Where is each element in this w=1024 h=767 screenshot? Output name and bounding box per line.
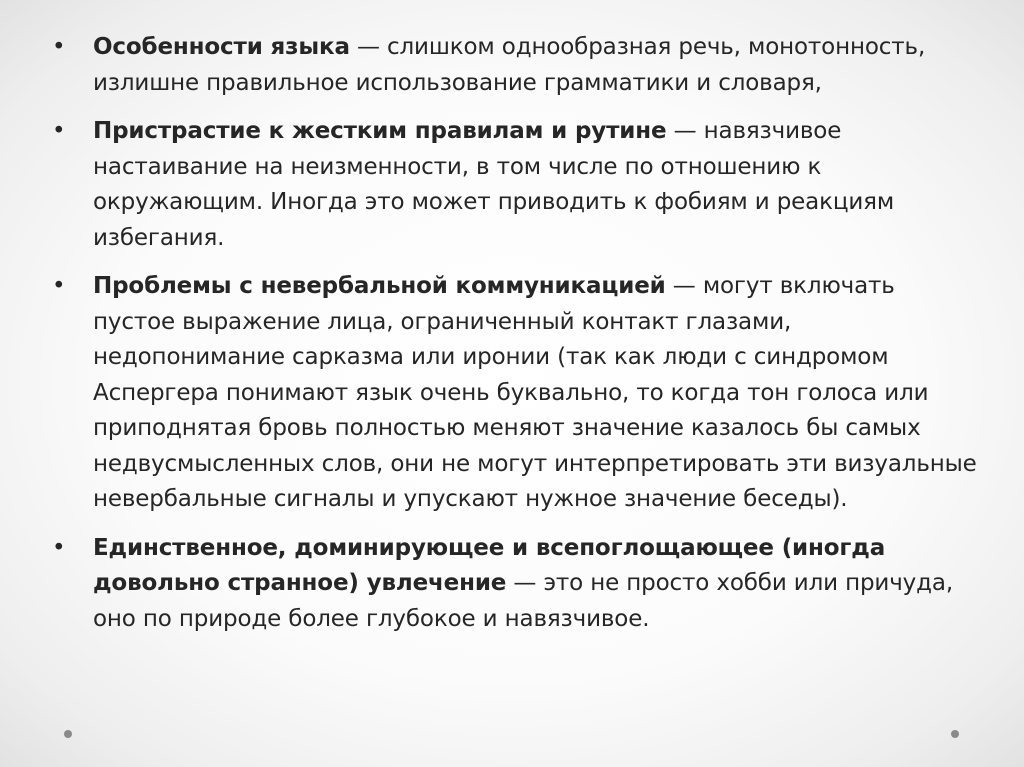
bullet-text: — слишком однообразная речь, монотонность, излишне правильное использование грамматики и словаря, <box>93 34 926 96</box>
bullet-dot-icon: • <box>52 118 66 144</box>
decorative-dot-icon <box>951 730 959 738</box>
bullet-item-nonverbal <box>52 269 982 518</box>
slide-content <box>52 30 982 650</box>
bullet-dot-icon: • <box>52 273 66 299</box>
bullet-item-language <box>52 30 982 101</box>
bullet-item-interest <box>52 531 982 638</box>
bullet-text: — это не просто хобби или причуда, оно по природе более глубокое и навязчивое. <box>93 570 953 632</box>
bullet-term: Единственное, доминирующее и всепоглощающее (иногда довольно странное) увлечение <box>93 534 886 596</box>
bullet-list <box>52 30 982 637</box>
bullet-dot-icon: • <box>52 34 66 60</box>
bullet-item-routine <box>52 114 982 256</box>
bullet-dot-icon: • <box>52 534 66 561</box>
bullet-text: — навязчивое настаивание на неизменности, в том числе по отношению к окружающим. Иногда это может приводить к фобиям и реакциям избегания. <box>93 118 895 251</box>
bullet-term: Проблемы с невербальной коммуникацией <box>93 273 666 299</box>
bullet-term: Пристрастие к жестким правилам и рутине <box>93 118 667 144</box>
decorative-dot-icon <box>64 730 72 738</box>
bullet-term: Особенности языка <box>93 34 350 60</box>
bullet-text: — могут включать пустое выражение лица, ограниченный контакт глазами, недопонимание сарказма или иронии (так как люди с синдромом Аспергера понимают язык очень буквально, то когда тон голоса или приподнятая бровь полностью меняют значение казалось бы самых недвусмысленных слов, они не могут интерпретировать эти визуальные невербальные сигналы и упускают нужное значение беседы). <box>93 273 977 512</box>
